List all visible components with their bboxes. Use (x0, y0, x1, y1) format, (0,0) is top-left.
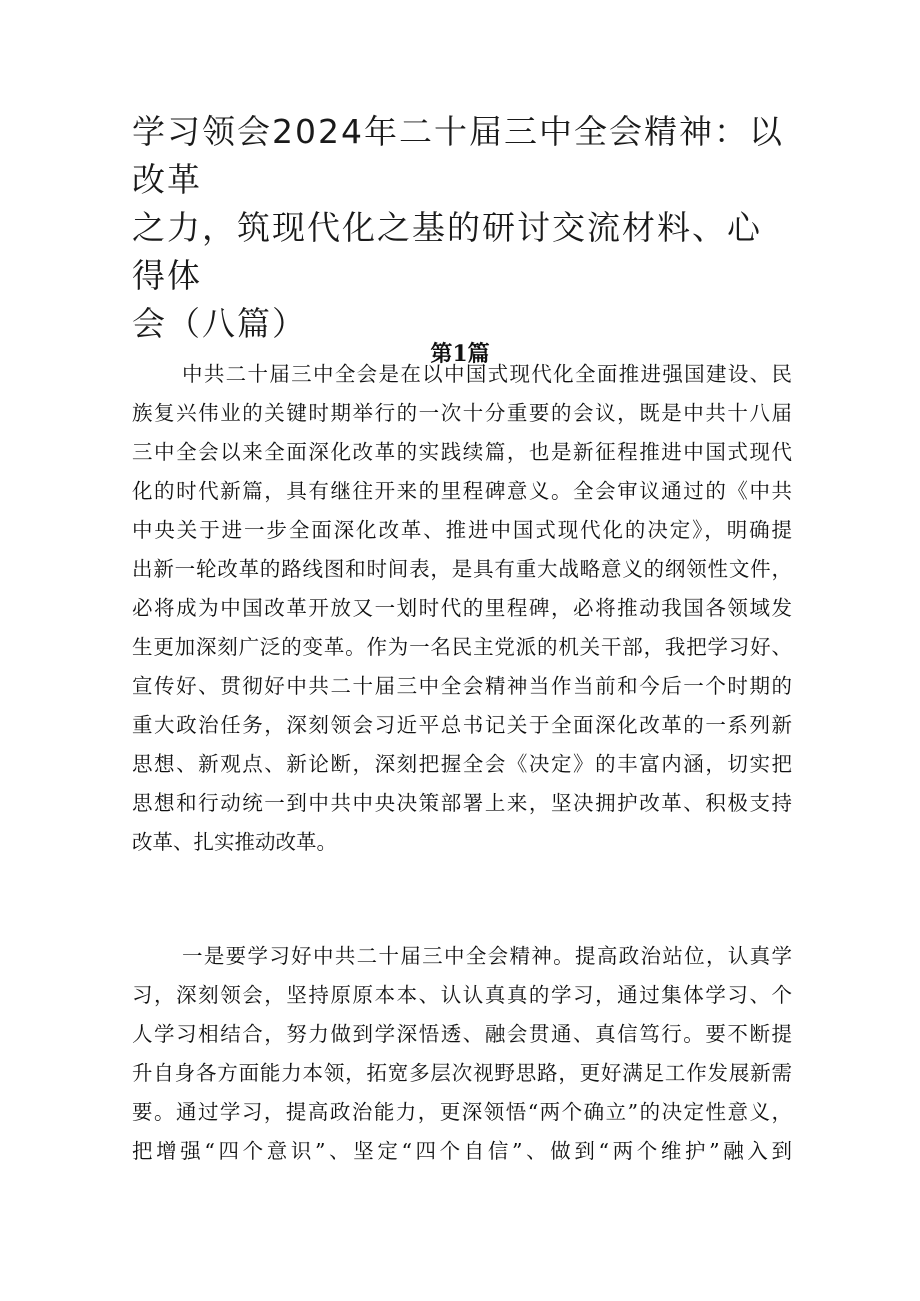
paragraph-line: 一是要学习好中共二十届三中全会精神。提高政治站位，认真学 (182, 944, 792, 968)
paragraph-line: 生更加深刻广泛的变革。作为一名民主党派的机关干部，我把学习好、 (132, 635, 792, 659)
paragraph-line: 要。通过学习，提高政治能力，更深领悟“两个确立”的决定性意义， (132, 1100, 792, 1124)
paragraph-line: 重大政治任务，深刻领会习近平总书记关于全面深化改革的一系列新 (132, 713, 792, 737)
title-line: 学习领会2024年二十届三中全会精神：以改革 (132, 112, 784, 199)
paragraph-line: 宣传好、贯彻好中共二十届三中全会精神当作当前和今后一个时期的 (132, 674, 792, 698)
paragraph-line: 必将成为中国改革开放又一划时代的里程碑，必将推动我国各领域发 (132, 596, 792, 620)
paragraph-1 (132, 355, 792, 862)
title-line: 之力，筑现代化之基的研讨交流材料、心得体 (132, 208, 762, 295)
paragraph-2 (132, 937, 792, 1171)
paragraph-line: 三中全会以来全面深化改革的实践续篇，也是新征程推进中国式现代 (132, 440, 792, 464)
paragraph-line: 思想、新观点、新论断，深刻把握全会《决定》的丰富内涵，切实把 (132, 752, 792, 776)
paragraph-line: 升自身各方面能力本领，拓宽多层次视野思路，更好满足工作发展新需 (132, 1061, 792, 1085)
paragraph-line: 中央关于进一步全面深化改革、推进中国式现代化的决定》，明确提 (132, 518, 792, 542)
paragraph-line: 化的时代新篇，具有继往开来的里程碑意义。全会审议通过的《中共 (132, 479, 792, 503)
document-title (132, 108, 792, 348)
paragraph-line: 族复兴伟业的关键时期举行的一次十分重要的会议，既是中共十八届 (132, 401, 792, 425)
paragraph-line: 思想和行动统一到中共中央决策部署上来，坚决拥护改革、积极支持 (132, 791, 792, 815)
paragraph-line: 习，深刻领会，坚持原原本本、认认真真的学习，通过集体学习、个 (132, 983, 792, 1007)
paragraph-line: 改革、扎实推动改革。 (132, 830, 337, 854)
paragraph-line: 中共二十届三中全会是在以中国式现代化全面推进强国建设、民 (182, 362, 792, 386)
section-heading: 第1篇 (430, 341, 490, 367)
paragraph-line: 把增强“四个意识”、坚定“四个自信”、做到“两个维护”融入到 (132, 1139, 792, 1163)
title-line: 会（八篇） (132, 304, 307, 343)
paragraph-line: 人学习相结合，努力做到学深悟透、融会贯通、真信笃行。要不断提 (132, 1022, 792, 1046)
paragraph-line: 出新一轮改革的路线图和时间表，是具有重大战略意义的纲领性文件， (132, 557, 792, 581)
